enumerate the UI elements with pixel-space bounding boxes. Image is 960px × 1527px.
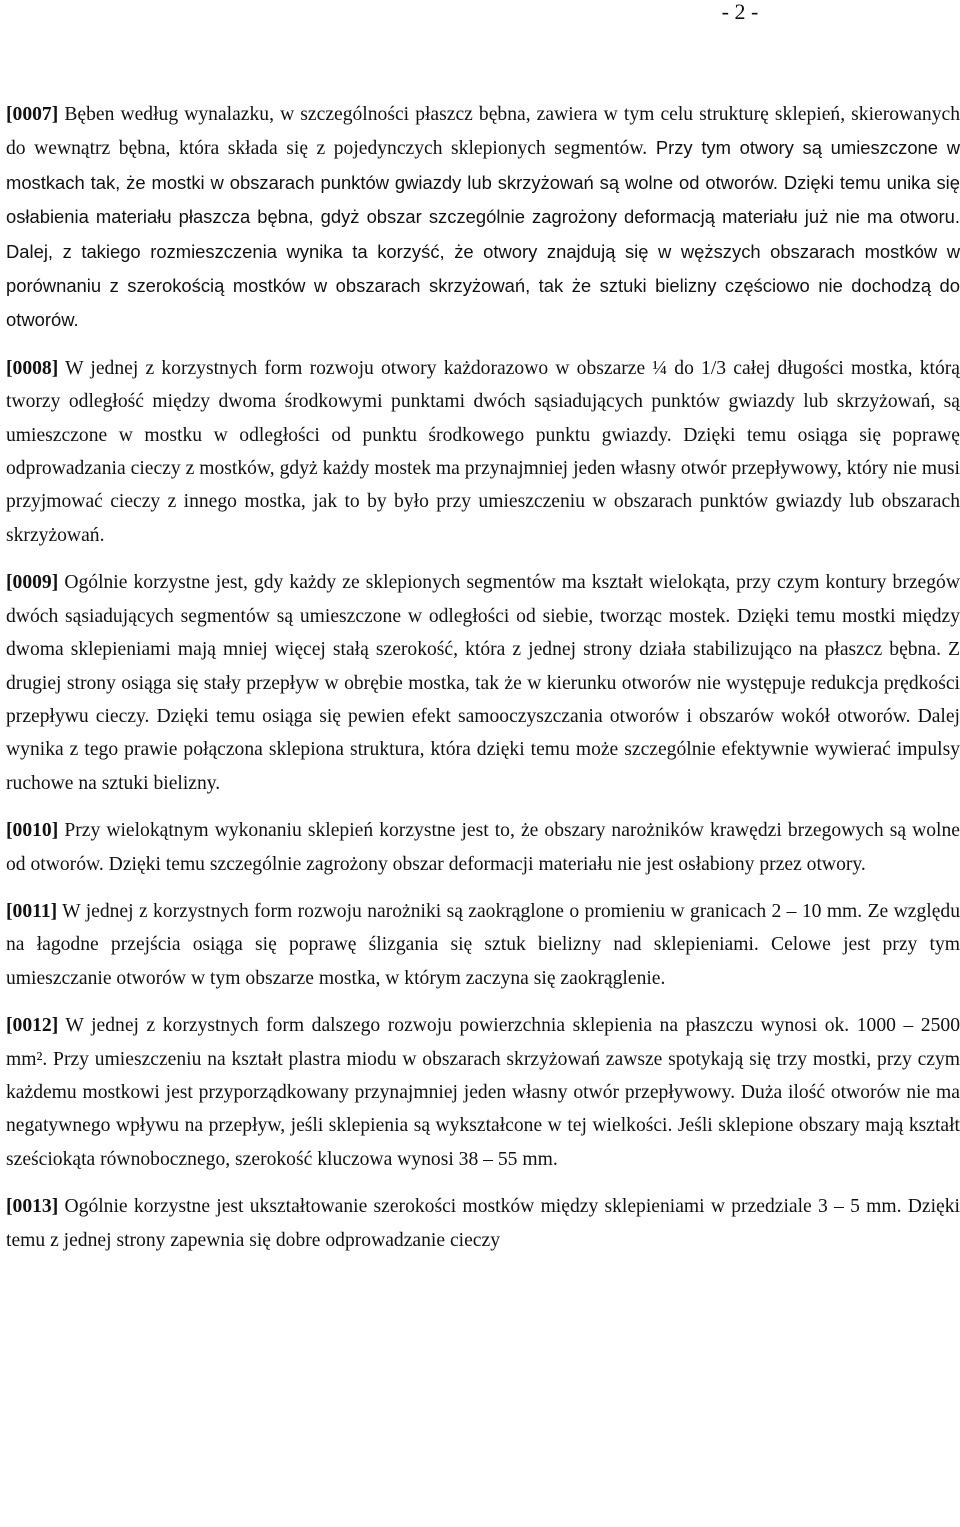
- paragraph-id: [0011]: [6, 900, 58, 922]
- paragraph-id: [0010]: [6, 820, 59, 842]
- paragraph-text: Ogólnie korzystne jest, gdy każdy ze sklepionych segmentów ma kształt wielokąta, przy czym kontury brzegów dwóch sąsiadujących segmentów są umieszczone w odległości od siebie, tworząc mostek. Dzięki temu mostki między dwoma sklepieniami mają mniej więcej stałą szerokość, która z jednej strony działa stabilizująco na płaszcz bębna. Z drugiej strony osiąga się stały przepływ w obrębie mostka, tak że w kierunku otworów nie występuje redukcja prędkości przepływu cieczy. Dzięki temu osiąga się pewien efekt samooczyszczania otworów i obszarów wokół otworów. Dalej wynika z tego prawie połączona sklepiona struktura, która dzięki temu może szczególnie efektywnie wywierać impulsy ruchowe na sztuki bielizny.: [6, 572, 960, 794]
- paragraph-id: [0007]: [6, 104, 59, 125]
- document-body: [6, 98, 960, 1271]
- paragraph-0012: [6, 1009, 960, 1176]
- paragraph-id: [0008]: [6, 357, 59, 379]
- paragraph-id: [0013]: [6, 1196, 59, 1218]
- page-number: - 2 -: [721, 0, 759, 24]
- paragraph-text: Przy tym otwory są umieszczone w mostkach tak, że mostki w obszarach punktów gwiazdy lub skrzyżowań są wolne od otworów. Dzięki temu unika się osłabienia materiału płaszcza bębna, gdyż obszar szczególnie zagrożony deformacją materiału już nie ma otworu. Dalej, z takiego rozmieszczenia wynika ta korzyść, że otwory znajdują się w węższych obszarach mostków w porównaniu z szerokością mostków w obszarach skrzyżowań, tak że sztuki bielizny częściowo nie dochodzą do otworów.: [6, 137, 960, 331]
- paragraph-0008: [6, 352, 960, 552]
- paragraph-id: [0012]: [6, 1015, 59, 1037]
- paragraph-text: Ogólnie korzystne jest ukształtowanie szerokości mostków między sklepieniami w przedziale 3 – 5 mm. Dzięki temu z jednej strony zapewnia się dobre odprowadzanie cieczy: [6, 1196, 960, 1251]
- paragraph-text: Przy wielokątnym wykonaniu sklepień korzystne jest to, że obszary narożników krawędzi brzegowych są wolne od otworów. Dzięki temu szczególnie zagrożony obszar deformacji materiału nie jest osłabiony przez otwory.: [6, 820, 960, 875]
- paragraph-text: W jednej z korzystnych form rozwoju narożniki są zaokrąglone o promieniu w granicach 2 – 10 mm. Ze względu na łagodne przejścia osiąga się poprawę ślizgania się sztuk bielizny nad sklepieniami. Celowe jest przy tym umieszczanie otworów w tym obszarze mostka, w którym zaczyna się zaokrąglenie.: [6, 900, 960, 989]
- paragraph-0007: [6, 98, 960, 338]
- paragraph-text: W jednej z korzystnych form dalszego rozwoju powierzchnia sklepienia na płaszczu wynosi ok. 1000 – 2500 mm². Przy umieszczeniu na kształt plastra miodu w obszarach skrzyżowań zawsze spotykają się trzy mostki, przy czym każdemu mostkowi jest przyporządkowany przynajmniej jeden własny otwór przepływowy. Duża ilość otworów nie ma negatywnego wpływu na przepływ, jeśli sklepienia są wykształcone w tej wielkości. Jeśli sklepione obszary mają kształt sześciokąta równobocznego, szerokość kluczowa wynosi 38 – 55 mm.: [6, 1015, 960, 1170]
- paragraph-0011: [6, 895, 960, 995]
- paragraph-0013: [6, 1190, 960, 1257]
- paragraph-text: W jednej z korzystnych form rozwoju otwory każdorazowo w obszarze ¼ do 1/3 całej długości mostka, którą tworzy odległość między dwoma środkowymi punktami dwóch sąsiadujących punktów gwiazdy lub skrzyżowań, są umieszczone w mostku w odległości od punktu środkowego punktu gwiazdy. Dzięki temu osiąga się poprawę odprowadzania cieczy z mostków, gdyż każdy mostek ma przynajmniej jeden własny otwór przepływowy, który nie musi przyjmować cieczy z innego mostka, jak to by było przy umieszczeniu w obszarach punktów gwiazdy lub obszarach skrzyżowań.: [6, 357, 960, 546]
- paragraph-text: Bęben według wynalazku, w szczególności płaszcz bębna, zawiera w tym celu strukturę sklepień, skierowanych do wewnątrz bębna, która składa się z pojedynczych sklepionych segmentów.: [6, 104, 960, 160]
- paragraph-0010: [6, 814, 960, 881]
- paragraph-0009: [6, 566, 960, 800]
- paragraph-id: [0009]: [6, 572, 59, 594]
